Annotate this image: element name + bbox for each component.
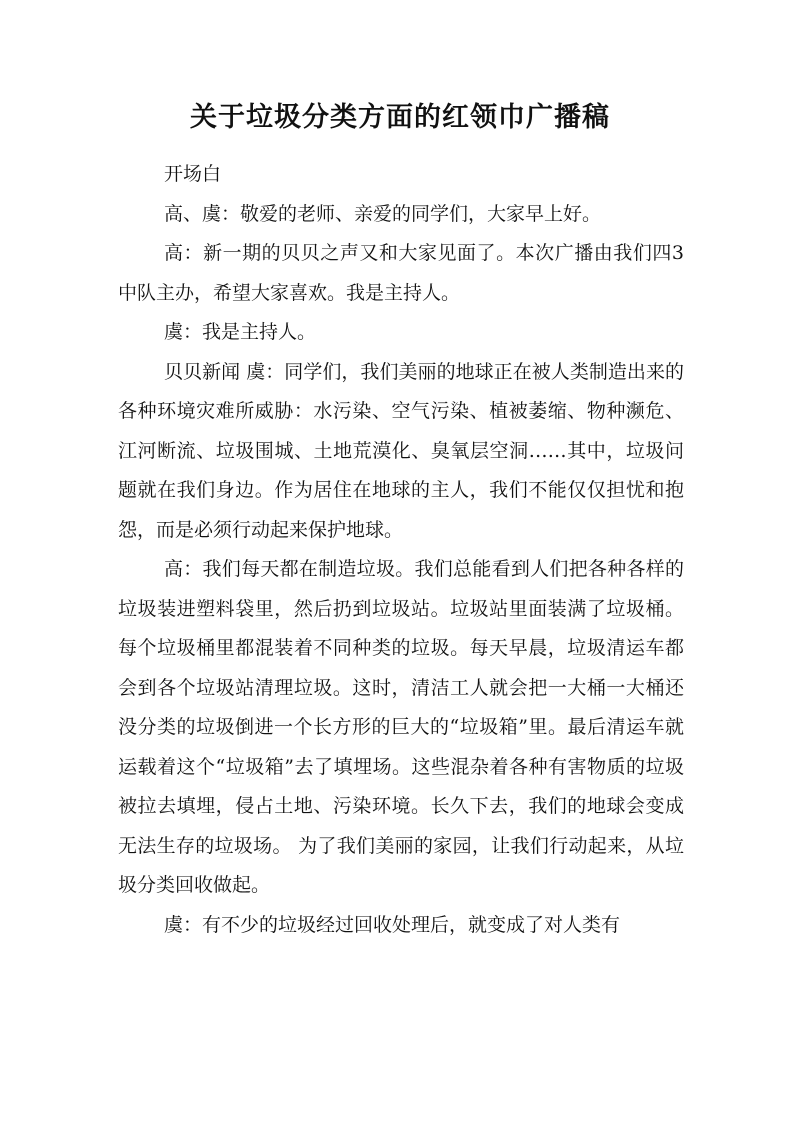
paragraph-garbage: 高：我们每天都在制造垃圾。我们总能看到人们把各种各样的垃圾装进塑料袋里，然后扔到垃圾站。垃圾站里面装满了垃圾桶。每个垃圾桶里都混装着不同种类的垃圾。每天早晨，垃圾清运车都会到各个垃圾站清理垃圾。这时，清洁工人就会把一大桶一大桶还没分类的垃圾倒进一个长方形的巨大的“垃圾箱”里。最后清运车就运载着这个“垃圾箱”去了填埋场。这些混杂着各种有害物质的垃圾被拉去填埋，侵占土地、污染环境。长久下去，我们的地球会变成无法生存的垃圾场。 为了我们美丽的家园，让我们行动起来，从垃圾分类回收做起。 xyxy=(118,558,684,896)
paragraph-greeting: 高、虞：敬爱的老师、亲爱的同学们，大家早上好。 xyxy=(164,202,602,225)
document-title: 关于垃圾分类方面的红领巾广播稿 xyxy=(190,102,610,133)
paragraph-news: 贝贝新闻 虞：同学们，我们美丽的地球正在被人类制造出来的各种环境灾难所威胁：水污染、空气污染、植被萎缩、物种濒危、江河断流、垃圾围城、土地荒漠化、臭氧层空洞……其中，垃圾问题就在我们身边。作为居住在地球的主人，我们不能仅仅担忧和抱怨，而是必须行动起来保护地球。 xyxy=(118,360,684,541)
paragraph-host: 虞：我是主持人。 xyxy=(164,321,317,343)
document-body xyxy=(118,155,684,945)
paragraph-opening: 开场白 xyxy=(164,163,222,185)
paragraph-intro: 高：新一期的贝贝之声又和大家见面了。本次广播由我们四3中队主办，希望大家喜欢。我是主持人。 xyxy=(118,242,684,304)
paragraph-recycling: 虞：有不少的垃圾经过回收处理后，就变成了对人类有 xyxy=(164,913,621,936)
